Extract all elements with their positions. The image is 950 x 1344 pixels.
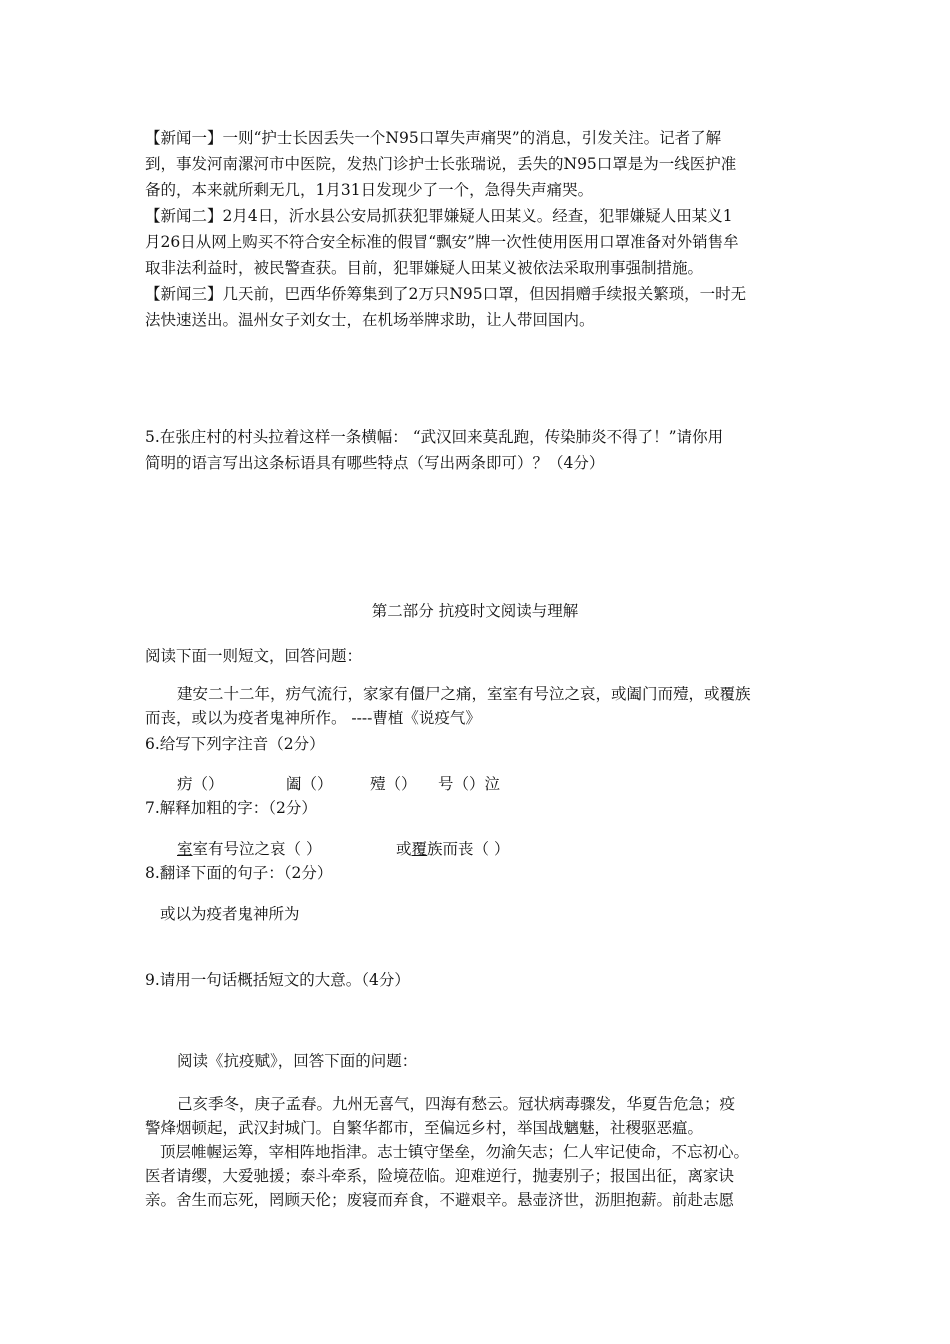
news2-line-1: 【新闻二】2月4日，沂水县公安局抓获犯罪嫌疑人田某义。经查，犯罪嫌疑人田某义1	[145, 207, 733, 225]
news2-line-2: 月26日从网上购买不符合安全标准的假冒“飘安”牌一次性使用医用口罩准备对外销售牟	[145, 233, 739, 251]
reading-intro: 阅读下面一则短文，回答问题：	[145, 647, 363, 665]
q7-item-1-rest: 室有号泣之哀（ ）	[192, 840, 322, 858]
news2-line-3: 取非法利益时，被民警查获。目前，犯罪嫌疑人田某义被依法采取刑事强制措施。	[145, 259, 704, 277]
q7-item-1-underlined: 室	[177, 840, 193, 858]
news3-line-2: 法快速送出。温州女子刘女士，在机场举牌求助，让人带回国内。	[145, 311, 595, 329]
fu-line-4: 医者请缨，大爱驰援；泰斗牵系，险境莅临。迎难逆行，抛妻别子；报国出征，离家诀	[145, 1167, 735, 1185]
fu-line-5: 亲。舍生而忘死，罔顾天伦；废寝而弃食，不避艰辛。悬壶济世，沥胆抱薪。前赴志愿	[145, 1191, 735, 1209]
question-9: 9.请用一句话概括短文的大意。（4分）	[145, 971, 410, 989]
q8-sentence: 或以为疫者鬼神所为	[160, 905, 300, 923]
news1-line-3: 备的，本来就所剩无几，1月31日发现少了一个，急得失声痛哭。	[145, 181, 594, 199]
q7-item-2-underlined: 覆	[411, 840, 428, 858]
reading2-intro: 阅读《抗疫赋》，回答下面的问题：	[177, 1052, 418, 1070]
q7-item-2-rest: 族而丧（ ）	[427, 840, 510, 858]
q6-item-3: 殪（）	[370, 775, 417, 793]
q6-item-1: 疠（）	[177, 775, 224, 793]
question-6-label: 6.给写下列字注音（2分）	[145, 735, 325, 753]
part2-title: 第二部分 抗疫时文阅读与理解	[371, 602, 579, 620]
fu-line-2: 警烽烟顿起，武汉封城门。自繁华都市，至偏远乡村，举国战魑魅，社稷驱恶瘟。	[145, 1119, 704, 1137]
q7-item-1	[177, 838, 321, 860]
question-8-label: 8.翻译下面的句子：（2分）	[145, 864, 333, 882]
question-7-label: 7.解释加粗的字：（2分）	[145, 799, 317, 817]
fu-line-1: 己亥季冬，庚子孟春。九州无喜气，四海有愁云。冠状病毒骤发，华夏告危急；疫	[177, 1095, 736, 1113]
question-5-line-1: 5.在张庄村的村头拉着这样一条横幅： “武汉回来莫乱跑，传染肺炎不得了！”请你用	[145, 428, 724, 446]
q6-item-2: 阖（）	[286, 775, 333, 793]
q7-item-2-pre: 或	[396, 840, 412, 858]
news1-line-2: 到，事发河南漯河市中医院，发热门诊护士长张瑞说，丢失的N95口罩是为一线医护准	[145, 155, 737, 173]
news3-line-1: 【新闻三】几天前，巴西华侨筹集到了2万只N95口罩，但因捐赠手续报关繁琐，一时无	[145, 285, 747, 303]
news1-line-1: 【新闻一】一则“护士长因丢失一个N95口罩失声痛哭”的消息，引发关注。记者了解	[145, 129, 722, 147]
q6-item-4: 号（）泣	[438, 775, 501, 793]
fu-line-3: 顶层帷幄运筹，宰相阵地指津。志士镇守堡垒，勿渝矢志；仁人牢记使命，不忘初心。	[160, 1143, 750, 1161]
question-5-line-2: 简明的语言写出这条标语具有哪些特点（写出两条即可）？（4分）	[145, 454, 605, 472]
q7-item-2	[396, 838, 509, 860]
passage-line-1: 建安二十二年，疠气流行，家家有僵尸之痛，室室有号泣之哀，或阖门而殪，或覆族	[177, 685, 751, 703]
passage-line-2: 而丧，或以为疫者鬼神所作。 ----曹植《说疫气》	[145, 709, 481, 727]
